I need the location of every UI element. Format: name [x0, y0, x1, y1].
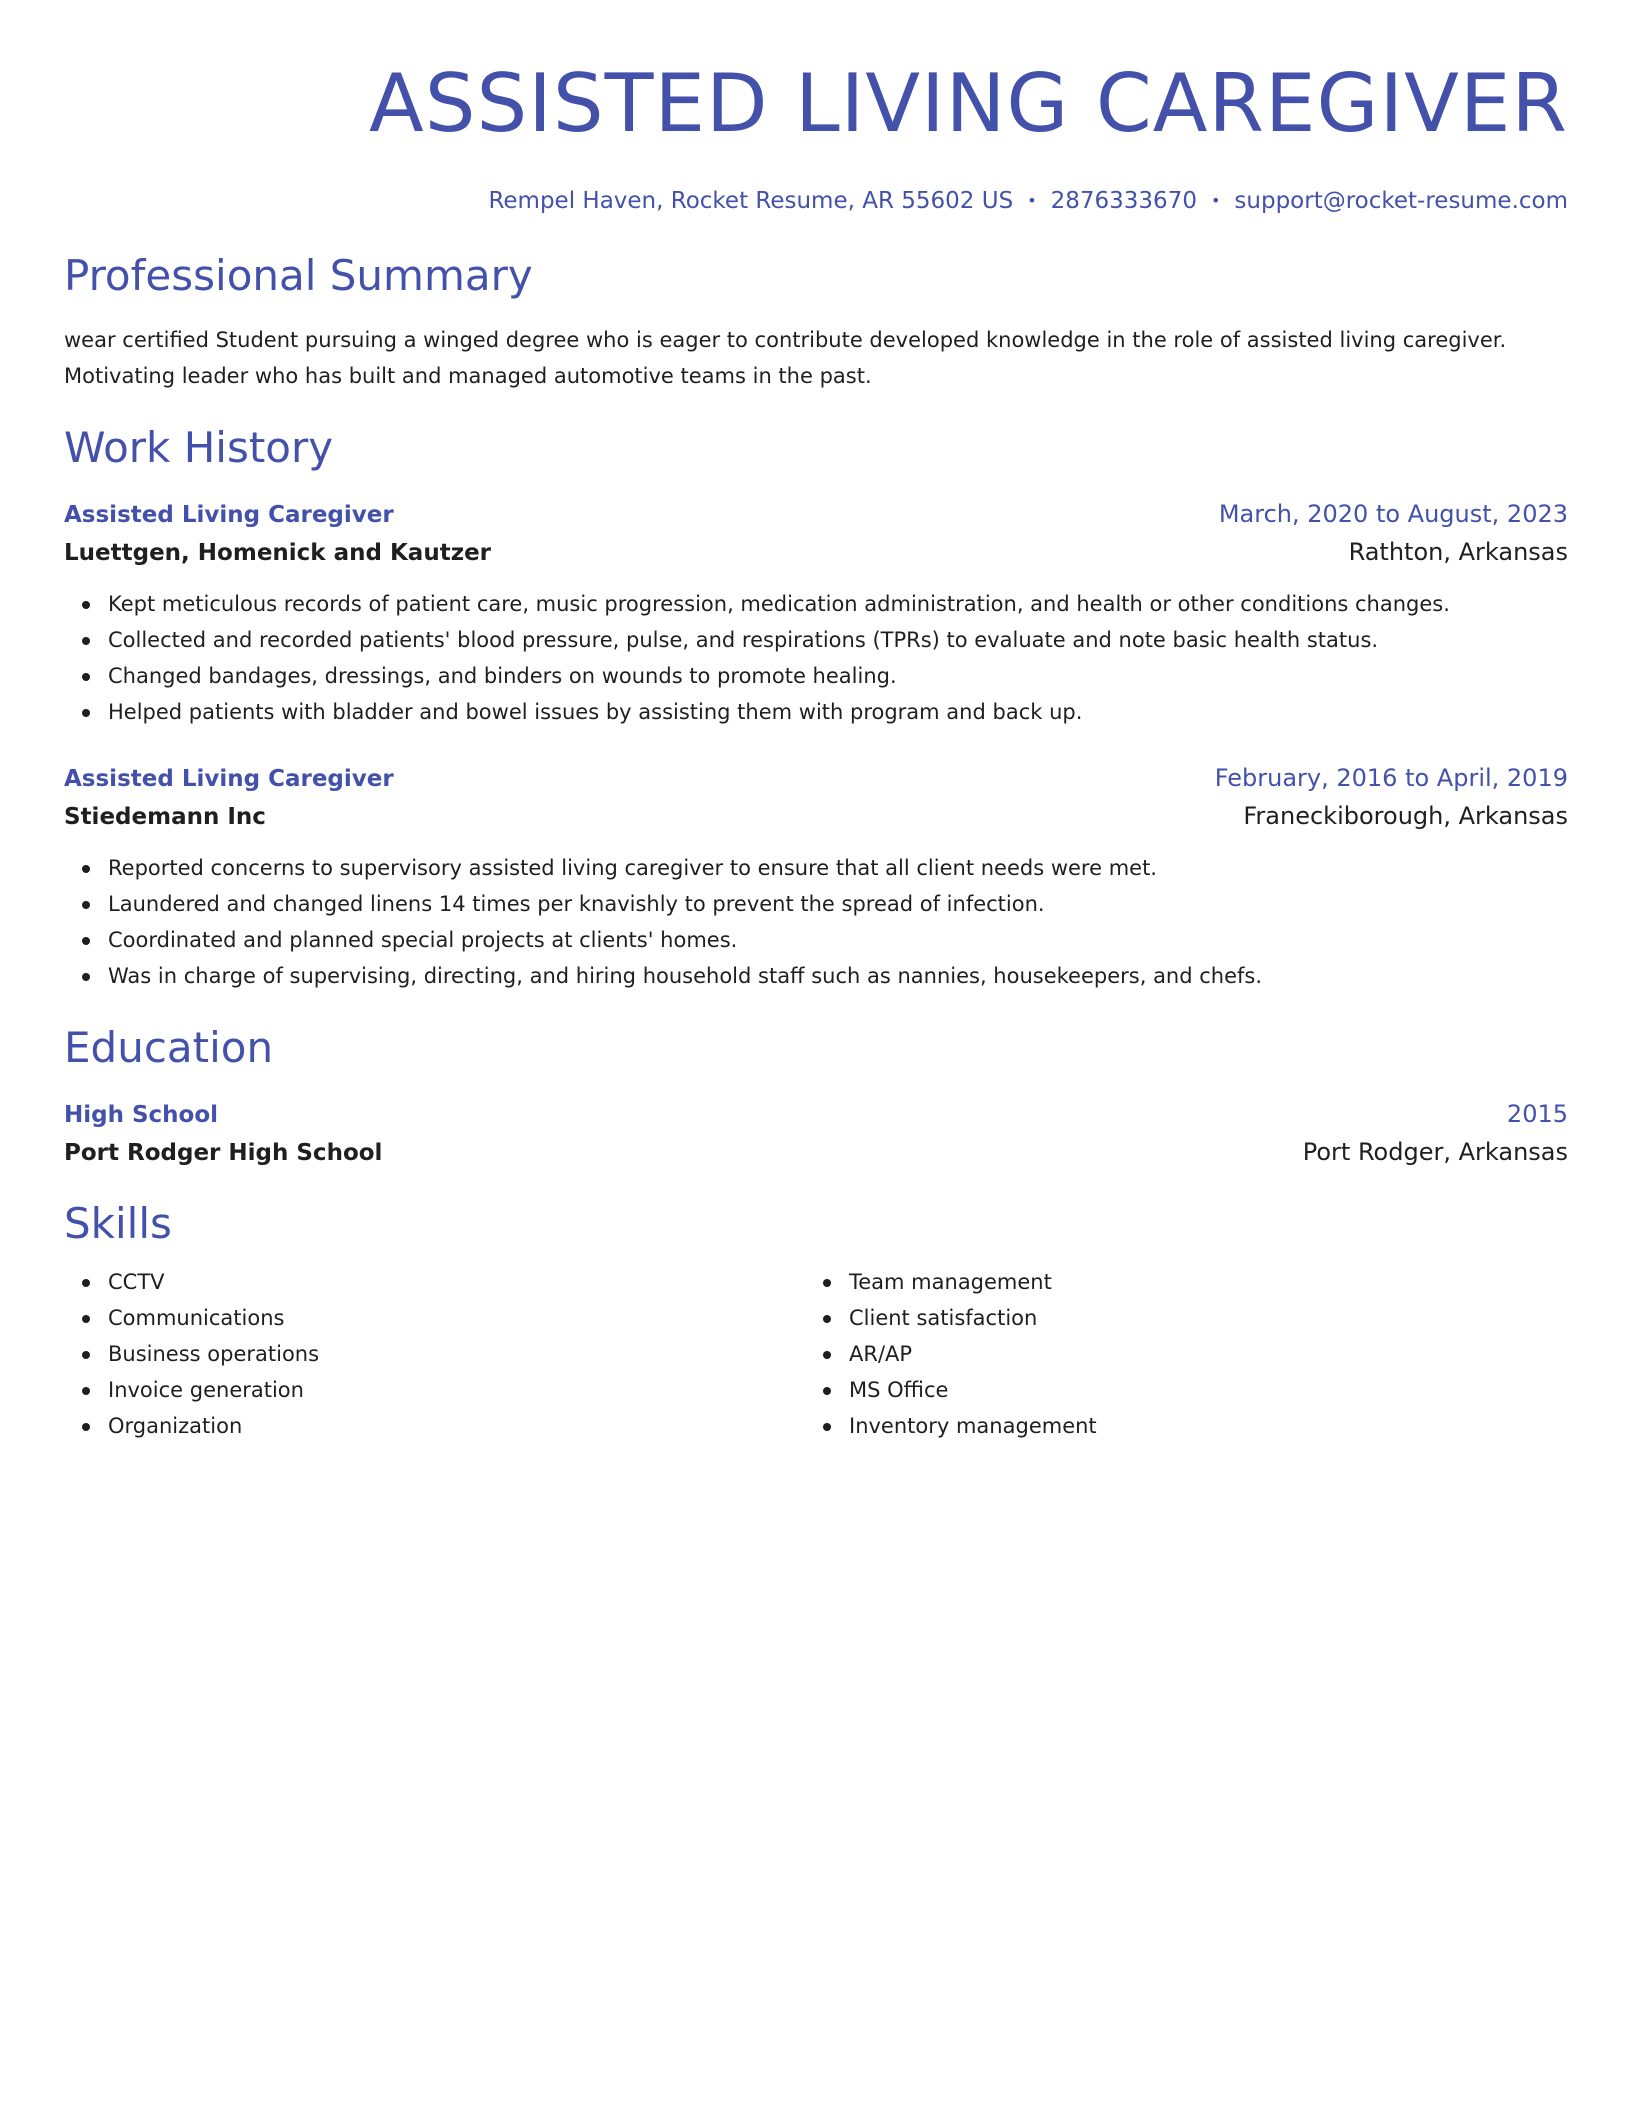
- education-entry-header: [64, 1096, 1568, 1133]
- summary-text: wear certified Student pursuing a winged degree who is eager to contribute developed knowledge in the role of assisted living caregiver. Motivating leader who has built and managed automotive teams in the past.: [64, 328, 1507, 388]
- work-entry-header: [64, 496, 1568, 533]
- employer-name: Stiedemann Inc: [64, 804, 266, 830]
- graduation-year: 2015: [1506, 1100, 1568, 1128]
- skill-item: Business operations: [108, 1336, 805, 1372]
- candidate-name: ASSISTED LIVING CAREGIVER: [368, 57, 1568, 150]
- contact-line: [64, 186, 1568, 216]
- section-title-summary: Professional Summary: [64, 251, 533, 300]
- job-bullet: Collected and recorded patients' blood pressure, pulse, and respirations (TPRs) to evaluate and note basic health status.: [108, 622, 1568, 658]
- work-entry-subheader: [64, 533, 1568, 572]
- contact-phone: 2876333670: [1050, 188, 1197, 214]
- job-bullet: Coordinated and planned special projects at clients' homes.: [108, 922, 1568, 958]
- skill-item: Communications: [108, 1300, 805, 1336]
- employer-name: Luettgen, Homenick and Kautzer: [64, 540, 492, 566]
- contact-separator: •: [1210, 191, 1221, 210]
- contact-separator: •: [1027, 191, 1037, 210]
- work-entry: [64, 760, 1568, 994]
- section-title-skills: Skills: [64, 1199, 172, 1248]
- skill-item: Client satisfaction: [849, 1300, 1546, 1336]
- skills-columns: [64, 1264, 1568, 1444]
- work-entry-header: [64, 760, 1568, 797]
- skill-item: Invoice generation: [108, 1372, 805, 1408]
- resume-header: [64, 0, 1568, 216]
- job-dates: March, 2020 to August, 2023: [1218, 500, 1568, 528]
- skill-item: MS Office: [849, 1372, 1546, 1408]
- school-location: Port Rodger, Arkansas: [1302, 1138, 1568, 1166]
- job-bullet: Laundered and changed linens 14 times per knavishly to prevent the spread of infection.: [108, 886, 1568, 922]
- contact-address: Rempel Haven, Rocket Resume, AR 55602 US: [488, 188, 1014, 214]
- section-title-education: Education: [64, 1023, 274, 1072]
- skill-item: Team management: [849, 1264, 1546, 1300]
- skill-item: CCTV: [108, 1264, 805, 1300]
- job-bullet: Changed bandages, dressings, and binders on wounds to promote healing.: [108, 658, 1568, 694]
- job-bullet: Helped patients with bladder and bowel issues by assisting them with program and back up.: [108, 694, 1568, 730]
- job-bullet: Kept meticulous records of patient care, music progression, medication administration, and health or other conditions changes.: [108, 586, 1568, 622]
- job-bullets: [64, 850, 1568, 994]
- work-entry: [64, 496, 1568, 730]
- job-bullets: [64, 586, 1568, 730]
- skill-item: Organization: [108, 1408, 805, 1444]
- job-title: Assisted Living Caregiver: [64, 766, 394, 792]
- job-location: Rathton, Arkansas: [1348, 538, 1568, 566]
- job-bullet: Reported concerns to supervisory assisted living caregiver to ensure that all client needs were met.: [108, 850, 1568, 886]
- education-entry-subheader: [64, 1133, 1568, 1172]
- job-dates: February, 2016 to April, 2019: [1214, 764, 1568, 792]
- skills-list-right: [805, 1264, 1546, 1444]
- work-entry-subheader: [64, 797, 1568, 836]
- section-title-work-history: Work History: [64, 423, 334, 472]
- skill-item: AR/AP: [849, 1336, 1546, 1372]
- skill-item: Inventory management: [849, 1408, 1546, 1444]
- degree-name: High School: [64, 1102, 219, 1128]
- job-title: Assisted Living Caregiver: [64, 502, 394, 528]
- school-name: Port Rodger High School: [64, 1140, 383, 1166]
- skills-list-left: [64, 1264, 805, 1444]
- contact-email[interactable]: support@rocket-resume.com: [1234, 188, 1568, 214]
- education-entry: [64, 1096, 1568, 1172]
- job-location: Franeckiborough, Arkansas: [1243, 802, 1568, 830]
- job-bullet: Was in charge of supervising, directing, and hiring household staff such as nannies, housekeepers, and chefs.: [108, 958, 1568, 994]
